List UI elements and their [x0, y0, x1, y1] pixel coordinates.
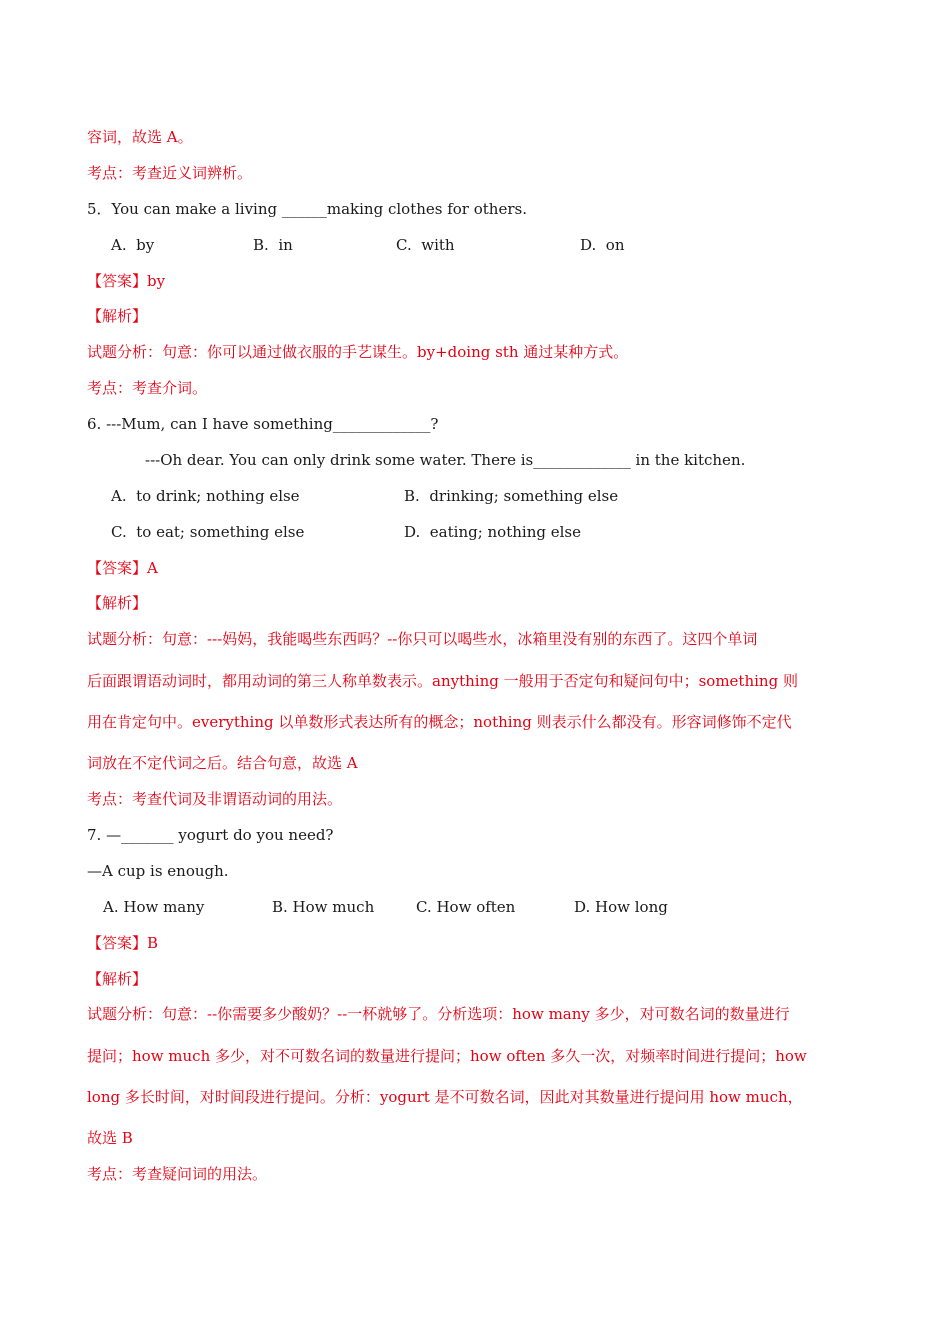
- question-5: 5．You can make a living ______making clothes for others.: [87, 200, 527, 218]
- q7-analysis-4: 故选 B: [87, 1129, 133, 1147]
- q6-option-c: C. to eat; something else: [111, 523, 305, 541]
- q6-analysis-2: 后面跟谓语动词时，都用动词的第三人称单数表示。anything 一般用于否定句和疑问句中；something 则: [87, 672, 798, 690]
- q7-option-a: A. How many: [103, 898, 205, 916]
- q5-option-b: B. in: [253, 236, 293, 254]
- analysis-continuation: 容词，故选 A。: [87, 128, 193, 146]
- q7-key-point: 考点：考查疑问词的用法。: [87, 1165, 268, 1183]
- q7-answer: 【答案】B: [87, 934, 159, 952]
- q5-option-d: D. on: [580, 236, 625, 254]
- q5-analysis: 试题分析：句意：你可以通过做衣服的手艺谋生。by+doing sth 通过某种方式。: [87, 343, 629, 361]
- q6-analysis-3: 用在肯定句中。everything 以单数形式表达所有的概念；nothing 则表示什么都没有。形容词修饰不定代: [87, 713, 792, 731]
- q7-analysis-1: 试题分析：句意：--你需要多少酸奶？--一杯就够了。分析选项：how many 多少，对可数名词的数量进行: [87, 1005, 790, 1023]
- q6-key-point: 考点：考查代词及非谓语动词的用法。: [87, 790, 343, 808]
- q7-analysis-2: 提问；how much 多少，对不可数名词的数量进行提问；how often 多久一次，对频率时间进行提问；how: [87, 1047, 807, 1065]
- q6-analysis-4: 词放在不定代词之后。结合句意，故选 A: [87, 754, 358, 772]
- q6-analysis-1: 试题分析：句意：---妈妈，我能喝些东西吗？--你只可以喝些水，冰箱里没有别的东西了。这四个单词: [87, 630, 758, 648]
- key-point-4: 考点：考查近义词辨析。: [87, 164, 253, 182]
- q6-option-d: D. eating; nothing else: [404, 523, 581, 541]
- q7-option-c: C. How often: [416, 898, 516, 916]
- q5-option-c: C. with: [396, 236, 455, 254]
- q6-answer: 【答案】A: [87, 559, 158, 577]
- q6-analysis-heading: 【解析】: [87, 594, 148, 612]
- question-7-reply: —A cup is enough.: [87, 862, 229, 880]
- question-6: 6. ---Mum, can I have something_____________?: [87, 415, 439, 433]
- question-6-line-2: ---Oh dear. You can only drink some water. There is_____________ in the kitchen.: [145, 451, 746, 469]
- q5-option-a: A. by: [111, 236, 155, 254]
- q6-option-a: A. to drink; nothing else: [111, 487, 300, 505]
- q5-key-point: 考点：考查介词。: [87, 379, 208, 397]
- q7-option-d: D. How long: [574, 898, 668, 916]
- q5-analysis-heading: 【解析】: [87, 307, 148, 325]
- q6-option-b: B. drinking; something else: [404, 487, 619, 505]
- question-7: 7. —_______ yogurt do you need?: [87, 826, 334, 844]
- q7-option-b: B. How much: [272, 898, 375, 916]
- q7-analysis-3: long 多长时间，对时间段进行提问。分析：yogurt 是不可数名词，因此对其数量进行提问用 how much，: [87, 1088, 803, 1106]
- q7-analysis-heading: 【解析】: [87, 970, 148, 988]
- q5-answer: 【答案】by: [87, 272, 166, 290]
